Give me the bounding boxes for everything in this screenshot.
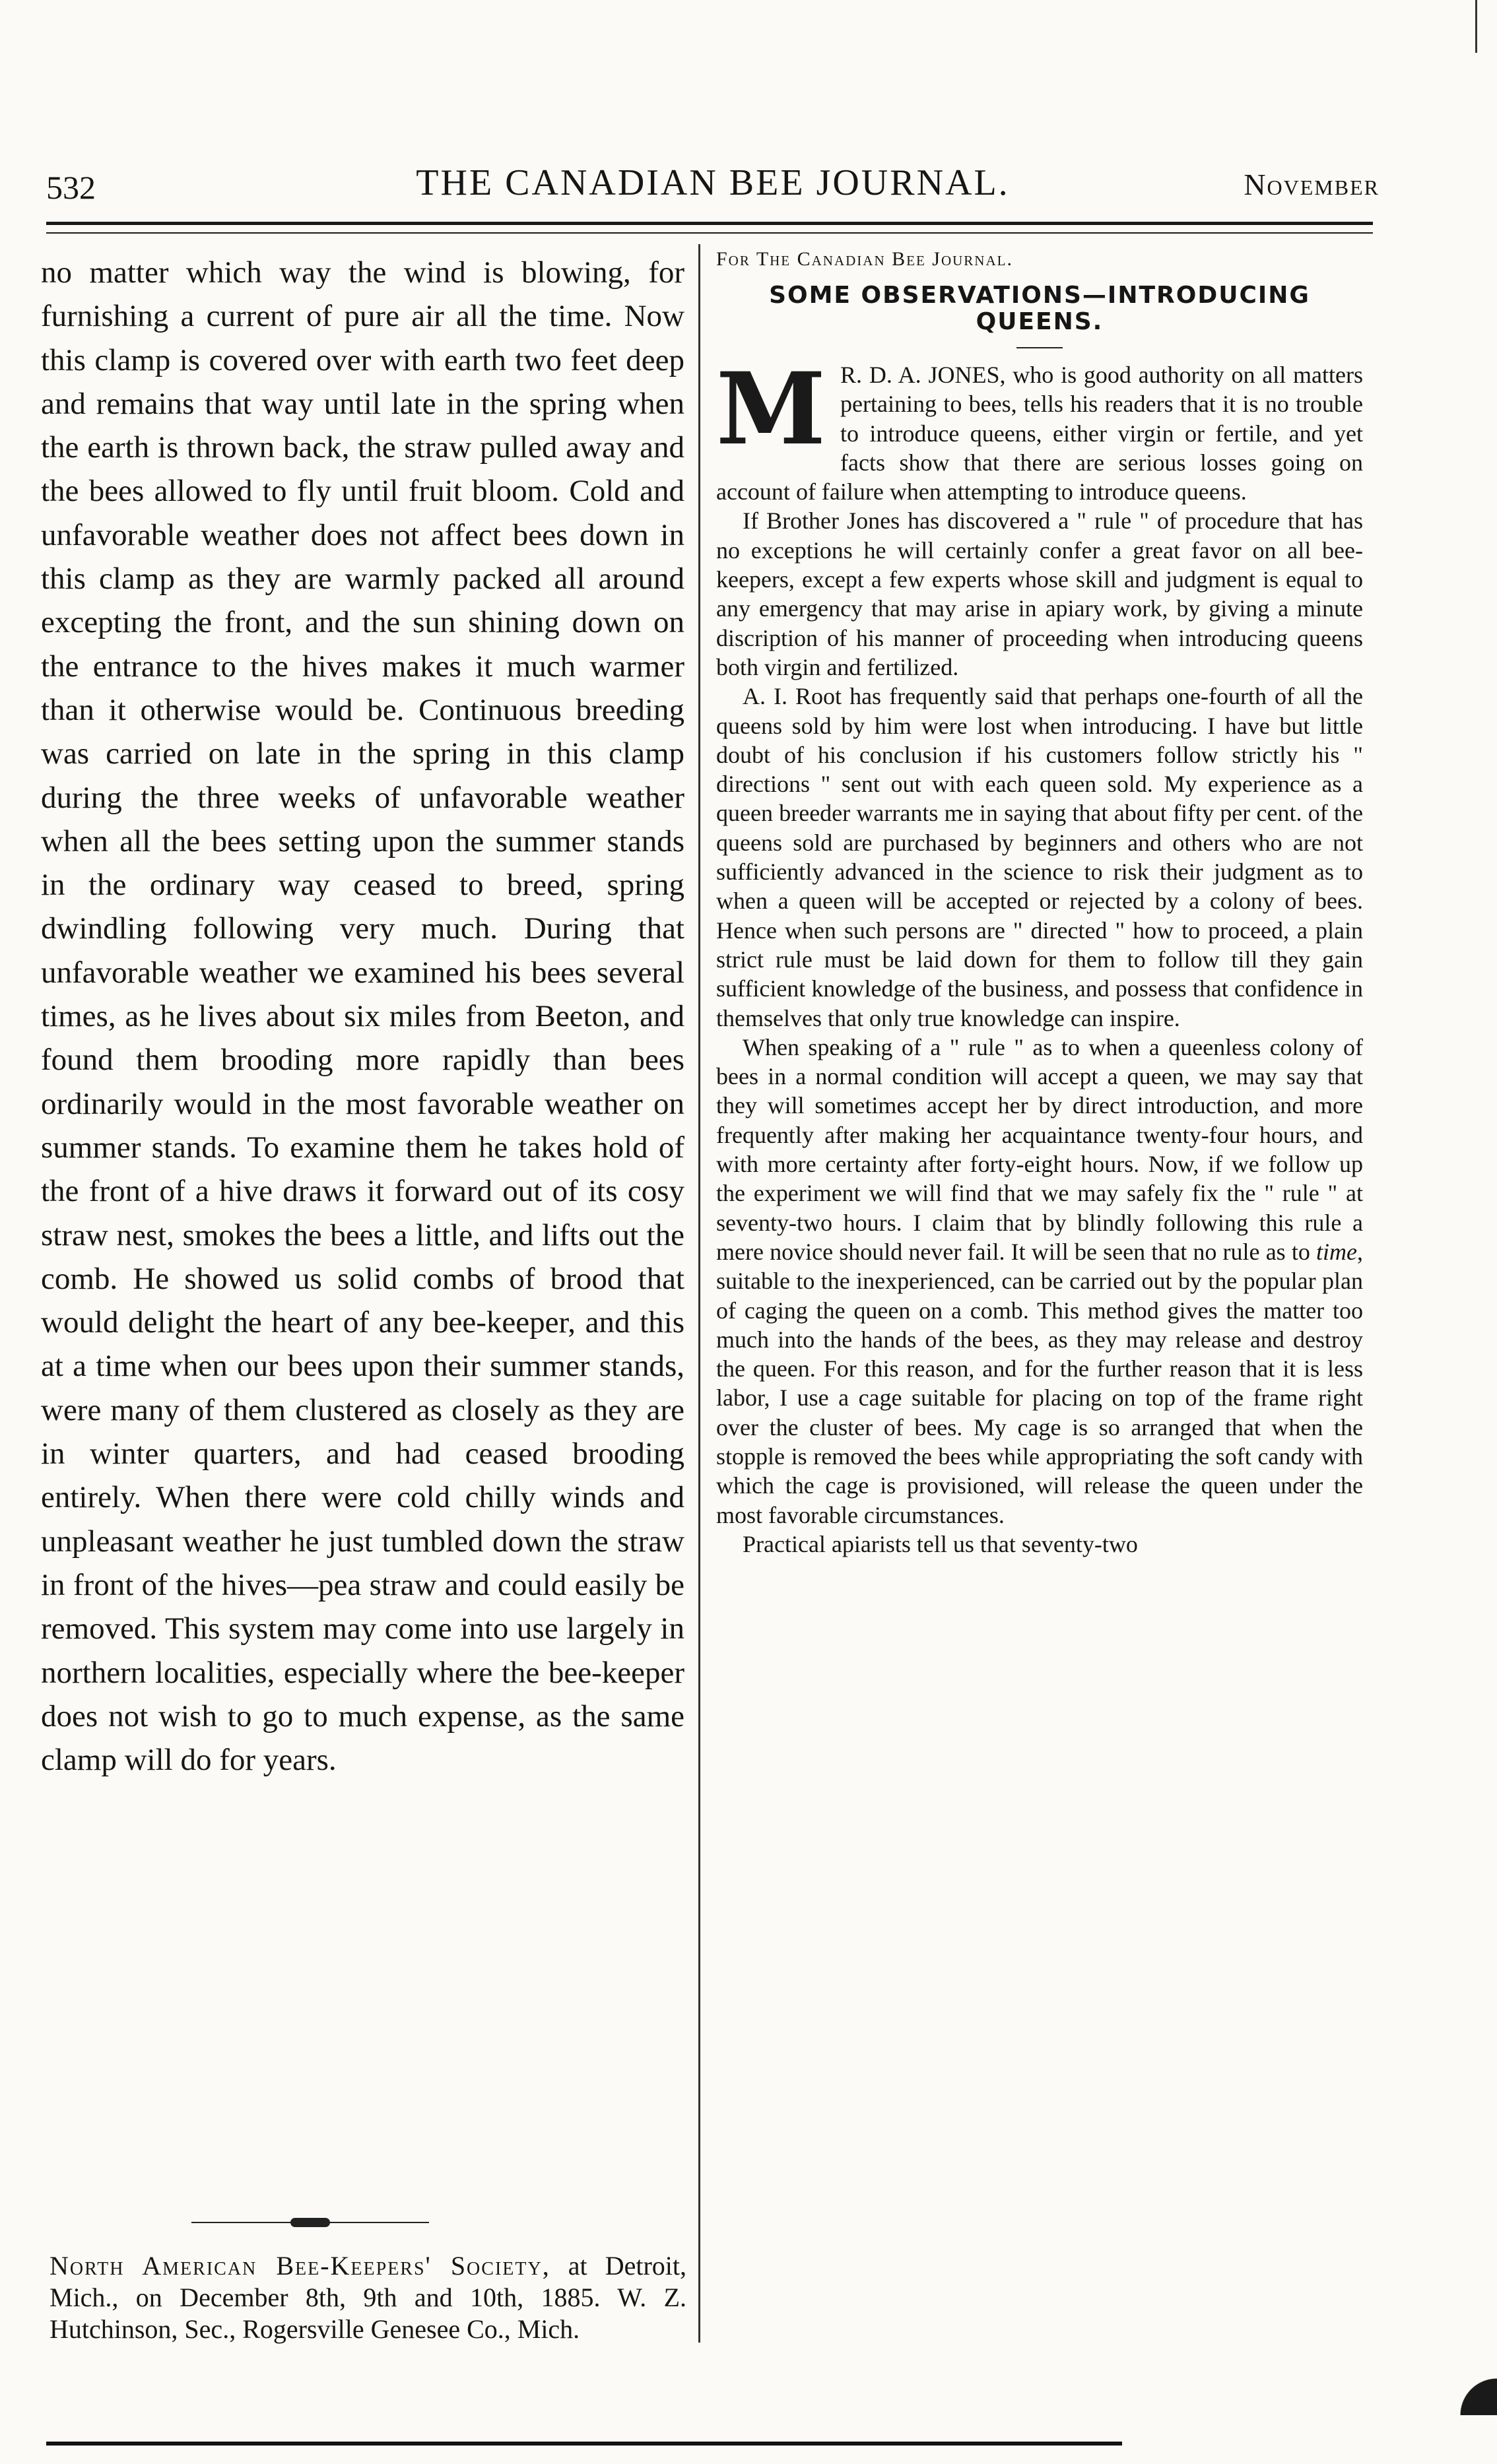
notice-details: at Detroit, Mich., on December 8th, 9th and 10th, 1885. W. Z. Hutchinson, Sec., Rogersville Genesee Co., Mich. [50,2251,686,2344]
society-notice [50,2250,686,2345]
header-rule-thin [46,232,1373,234]
article-title [716,282,1363,335]
article-paragraph-4 [716,1033,1363,1530]
header-rule-thick [46,222,1373,225]
paragraph-1-text: R. D. A. JONES, who is good authority on all matters pertaining to bees, tells his readers that it is no trouble to introduce queens, either virgin or fertile, and yet facts show that there are serious losses going on account of failure when attempting to introduce queens. [716,362,1363,505]
notice-society: North American Bee-Keepers' Society, [50,2251,550,2281]
article-source-line: For The Canadian Bee Journal. [716,248,1013,270]
ornament-center [290,2218,330,2227]
paragraph-4-part-b: , suitable to the inexperienced, can be carried out by the popular plan of caging the queen on a comb. This method gives the matter too much into the hands of the bees, as they may release and destroy the queen. For this reason, and for the further reason that it is less labor, I use a cage suitable for placing on top of the frame right over the cluster of bees. My cage is so arranged that when the stopple is removed the bees while appropriating the soft candy with which the cage is provisioned, will release the queen under the most favorable circumstances. [716,1238,1363,1528]
article-paragraph-5: Practical apiarists tell us that seventy-two [743,1530,1138,1557]
page-corner-shadow [1438,2362,1497,2415]
section-ornament [191,2216,429,2229]
left-column [41,251,684,1782]
article-title-line2: QUEENS. [976,308,1104,335]
article-paragraph-3: A. I. Root has frequently said that perhaps one-fourth of all the queens sold by him were lost when introducing. I have but little doubt of his conclusion if his customers follow strictly his " directions " sent out with each queen sold. My experience as a queen breeder warrants me in saying that about fifty per cent. of the queens sold are purchased by beginners and others who are not sufficiently advanced in the science to risk their judgment as to when a queen will be accepted or rejected by a colony of bees. Hence when such persons are " directed " how to proceed, a plain strict rule must be laid down for them to follow till they gain sufficient knowledge of the business, and possess that confidence in themselves that only true knowledge can inspire. [716,683,1363,1031]
footer-rule [46,2442,1122,2446]
right-column [716,248,1363,1559]
column-divider [698,244,700,2343]
article-title-line1: SOME OBSERVATIONS—INTRODUCING [769,282,1310,309]
page-header [46,162,1380,214]
issue-month: November [1244,168,1380,201]
journal-title: THE CANADIAN BEE JOURNAL. [416,162,1010,203]
margin-mark [1475,0,1477,53]
page-number: 532 [46,169,96,206]
paragraph-4-part-a: When speaking of a " rule " as to when a queenless colony of bees in a normal condition will accept a queen, we may say that they will sometimes accept her by direct introduction, and more frequently after making her acquaintance twenty-four hours, and with more certainty after forty-eight hours. Now, if we follow up the experiment we will find that we may safely fix the " rule " at seventy-two hours. I claim that by blindly following this rule a mere novice should never fail. It will be seen that no rule as to [716,1033,1363,1265]
article-paragraph-2: If Brother Jones has discovered a " rule " of procedure that has no exceptions he will certainly confer a great favor on all bee-keepers, except a few experts whose skill and judgment is equal to any emergency that may arise in apiary work, by giving a minute discription of his manner of proceeding when introducing queens both virgin and fertilized. [716,507,1363,680]
drop-cap: M [716,351,826,467]
notice-text [50,2250,686,2345]
paragraph-4-italic: time [1316,1238,1357,1265]
left-column-text: no matter which way the wind is blowing, for furnishing a current of pure air all the time. Now this clamp is covered over with earth two feet deep and remains that way until late in the spring when the earth is thrown back, the straw pulled away and the bees allowed to fly until fruit bloom. Cold and unfavorable weather does not affect bees down in this clamp as they are warmly packed all around excepting the front, and the sun shining down on the entrance to the hives makes it much warmer than it otherwise would be. Continuous breeding was carried on late in the spring in this clamp during the three weeks of unfavorable weather when all the bees setting upon the summer stands in the ordinary way ceased to breed, spring dwindling following very much. During that unfavorable weather we examined his bees several times, as he lives about six miles from Beeton, and found them brooding more rapidly than bees ordinarily would in the most favorable weather on summer stands. To examine them he takes hold of the front of a hive draws it forward out of its cosy straw nest, smokes the bees a little, and lifts out the comb. He showed us solid combs of brood that would delight the heart of any bee-keeper, and this at a time when our bees upon their summer stands, were many of them clustered as closely as they are in winter quarters, and had ceased brooding entirely. When there were cold chilly winds and unpleasant weather he just tumbled down the straw in front of the hives—pea straw and could easily be removed. This system may come into use largely in northern localities, especially where the bee-keeper does not wish to go to much expense, as the same clamp will do for years. [41,255,684,1778]
article-paragraph-1 [716,351,1363,506]
title-rule [1016,347,1063,348]
